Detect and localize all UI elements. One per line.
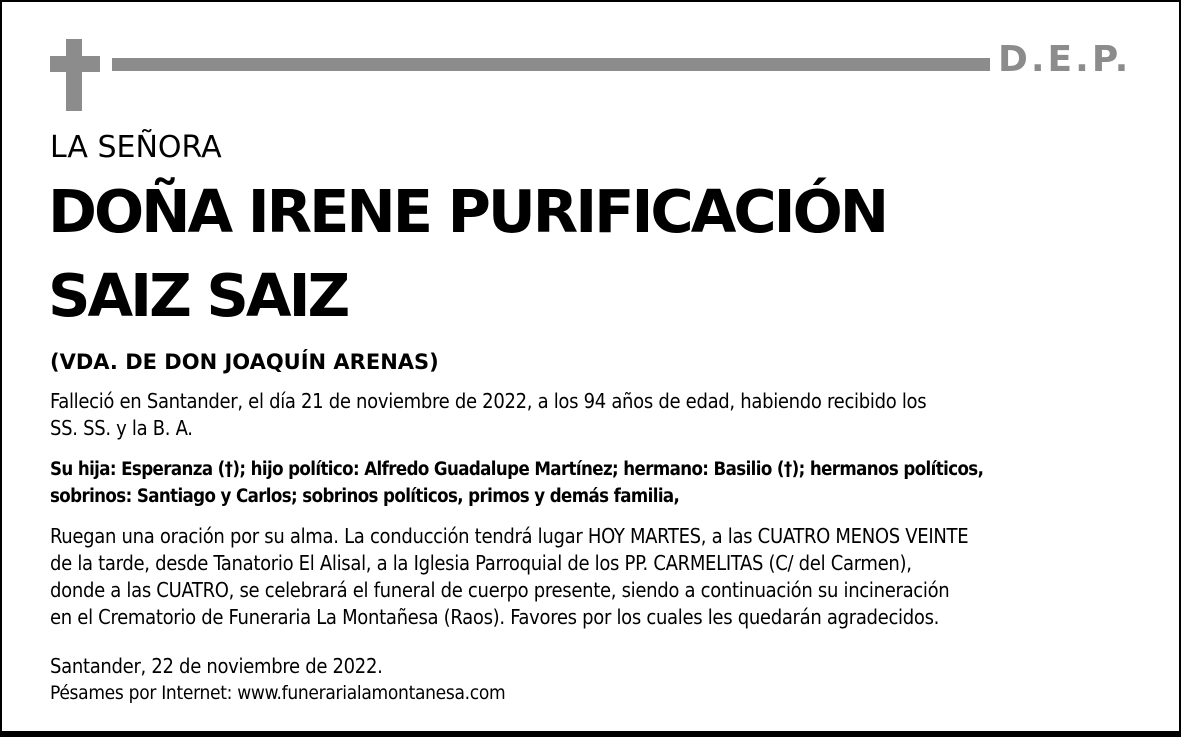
paragraph-line: SS. SS. y la B. A. [50, 416, 193, 440]
deceased-name-line-1: DOÑA IRENE PURIFICACIÓN [48, 177, 887, 246]
cross-horizontal-bar [50, 56, 100, 72]
death-paragraph [50, 388, 1150, 442]
family-paragraph [50, 456, 1150, 510]
deceased-name-line-2: SAIZ SAIZ [48, 261, 348, 330]
widow-of-line: (VDA. DE DON JOAQUÍN ARENAS) [50, 350, 439, 374]
paragraph-line: en el Crematorio de Funeraria La Montañesa (Raos). Favores por los cuales les quedarán agradecidos. [50, 605, 940, 629]
place-date: Santander, 22 de noviembre de 2022. [50, 654, 383, 678]
cross-vertical-bar [66, 39, 82, 111]
paragraph-line: Ruegan una oración por su alma. La conducción tendrá lugar HOY MARTES, a las CUATRO MENOS VEINTE [50, 524, 969, 548]
header-rule [112, 58, 990, 71]
service-paragraph [50, 523, 1150, 631]
paragraph-line: donde a las CUATRO, se celebrará el funeral de cuerpo presente, siendo a continuación su incineración [50, 578, 950, 602]
footer-block [50, 653, 1150, 707]
condolences-website: Pésames por Internet: www.funerarialamontanesa.com [50, 682, 506, 704]
paragraph-line: de la tarde, desde Tanatorio El Alisal, a la Iglesia Parroquial de los PP. CARMELITAS (C/ del Carmen), [50, 551, 912, 575]
honorific-intro: LA SEÑORA [50, 130, 222, 165]
paragraph-line: sobrinos: Santiago y Carlos; sobrinos políticos, primos y demás familia, [50, 486, 680, 507]
paragraph-line: Falleció en Santander, el día 21 de noviembre de 2022, a los 94 años de edad, habiendo recibido los [50, 389, 927, 413]
dep-label: D.E.P. [998, 39, 1132, 80]
paragraph-line: Su hija: Esperanza (†); hijo político: Alfredo Guadalupe Martínez; hermano: Basilio (†); hermanos políticos, [50, 459, 984, 480]
